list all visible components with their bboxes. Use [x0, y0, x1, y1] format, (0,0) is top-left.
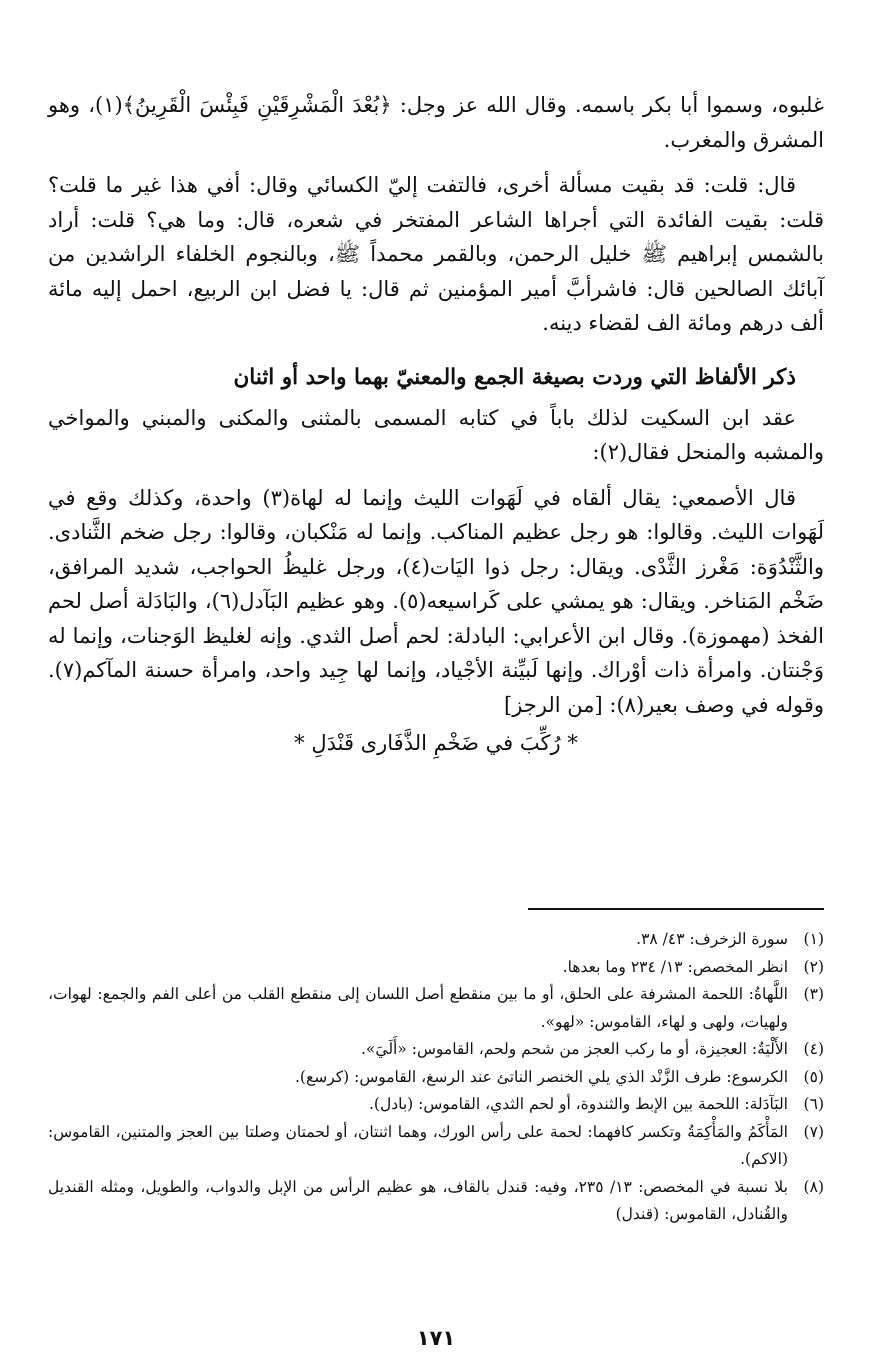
footnote	[48, 1036, 824, 1064]
footnote-separator	[528, 908, 824, 910]
footnote	[48, 954, 824, 982]
footnotes	[48, 926, 824, 1229]
footnote-number: (٦)	[803, 1095, 824, 1113]
footnote-number: (٥)	[803, 1067, 824, 1086]
footnote-text: الأَلْيَةُ: العجيزة، أو ما ركب العجز من شحم ولحم، القاموس: «أَلَيَ».	[360, 1040, 788, 1058]
footnote-text: اللَّهاةُ: اللحمة المشرفة على الحلق، أو ما بين منقطع أصل اللسان إلى منقطع القلب من أعلى الفم والجمع: لهوات، ولهيات، ولهى و لهاء، القاموس: «لهو».	[48, 985, 788, 1031]
footnote-text: سورة الزخرف: ٤٣/ ٣٨.	[636, 930, 788, 948]
main-text	[48, 88, 824, 760]
paragraph: غلبوه، وسموا أبا بكر باسمه. وقال الله عز وجل: ﴿بُعْدَ الْمَشْرِقَيْنِ فَبِئْسَ الْقَرِينُ﴾(١)، وهو المشرق والمغرب.	[48, 93, 824, 152]
footnote-text: الكرسوع: طرف الزَّنْد الذي يلي الخنصر الناتئ عند الرسغ، القاموس: (كرسع).	[294, 1067, 788, 1086]
footnote-number: (٣)	[803, 985, 824, 1003]
paragraph: قال: قلت: قد بقيت مسألة أخرى، فالتفت إليّ الكسائي وقال: أفي هذا غير ما قلت؟ قلت: بقيت الفائدة التي أجراها الشاعر المفتخر في شعره، قال: وما هي؟ قلت: أراد بالشمس إبراهيم ﷺ خليل الرحمن، وبالقمر محمداً ﷺ، وبالنجوم الخلفاء الراشدين من آبائك الصالحين قال: فاشرأبَّ أمير المؤمنين ثم قال: يا فضل ابن الربيع، احمل إليه مائة ألف درهم ومائة الف لقضاء دينه.	[48, 173, 824, 335]
footnote-number: (٤)	[803, 1040, 824, 1058]
paragraph: عقد ابن السكيت لذلك باباً في كتابه المسمى بالمثنى والمكنى والمبني والمواخي والمشبه والمنحل فقال(٢):	[48, 405, 824, 464]
footnote-number: (٧)	[803, 1122, 824, 1141]
paragraph: قال الأصمعي: يقال ألقاه في لَهَوات الليث وإنما له لهاة(٣) واحدة، وكذلك وقع في لَهَوات الليث. وقالوا: هو رجل عظيم المناكب. وإنما له مَنْكبان، وقالوا: رجل ضخم الثَّنادى. والثَّنْدُوَة: مَغْرز الثَّدْى. ويقال: رجل ذوا اليَات(٤)، ورجل غليظُ الحواجب، شديد المرافق، ضَخْم المَناخر. ويقال: هو يمشي على كَراسيعه(٥). وهو عظيم البَآدل(٦)، والبَادَلة أصل لحم الفخذ (مهموزة). وقال ابن الأعرابي: البادلة: لحم أصل الثدي. وإنه لغليظ الوَجنات، وإنما له وَجْنتان. وامرأة ذات أوْراك. وإنها لَبيِّنة الأجْياد، وإنما لها جِيد واحد، وامرأة حسنة المآكم(٧). وقوله في وصف بعير(٨): [من الرجز]	[48, 485, 824, 717]
footnote	[48, 1119, 824, 1174]
footnote-number: (١)	[803, 930, 824, 948]
footnote-text: المَأْكَمُ والمَأْكِمَةُ وتكسر كافهما: لحمة على رأس الورك، وهما اثنتان، أو لحمتان وصلتا بين العجز والمتنين، القاموس: (الاكم).	[48, 1122, 788, 1168]
footnote-number: (٨)	[803, 1177, 824, 1196]
verse-line: * رُكِّبَ في ضَخْمِ الذَّفَارى قَنْدَلِ *	[294, 731, 578, 755]
book-page	[48, 88, 824, 1358]
footnote	[48, 926, 824, 954]
footnote	[48, 1174, 824, 1229]
footnote-text: بلا نسبة في المخصص: ١٣/ ٢٣٥، وفيه: قندل بالقاف، هو عظيم الرأس من الإبل والدواب، والطويل، ومثله القنديل والقُنادل، القاموس: (قندل)	[48, 1177, 788, 1223]
footnote	[48, 1091, 824, 1119]
footnote-number: (٢)	[803, 957, 824, 976]
footnote	[48, 981, 824, 1036]
footnote	[48, 1064, 824, 1092]
page-number: ١٧١	[416, 1326, 456, 1350]
footnote-text: البَآدَلة: اللحمة بين الإبط والثندوة، أو لحم الثدي، القاموس: (بادل).	[368, 1095, 788, 1113]
section-heading: ذكر الألفاظ التي وردت بصيغة الجمع والمعنيّ بهما واحد أو اثنان	[233, 364, 796, 390]
footnote-text: انظر المخصص: ١٣/ ٢٣٤ وما بعدها.	[562, 957, 788, 976]
